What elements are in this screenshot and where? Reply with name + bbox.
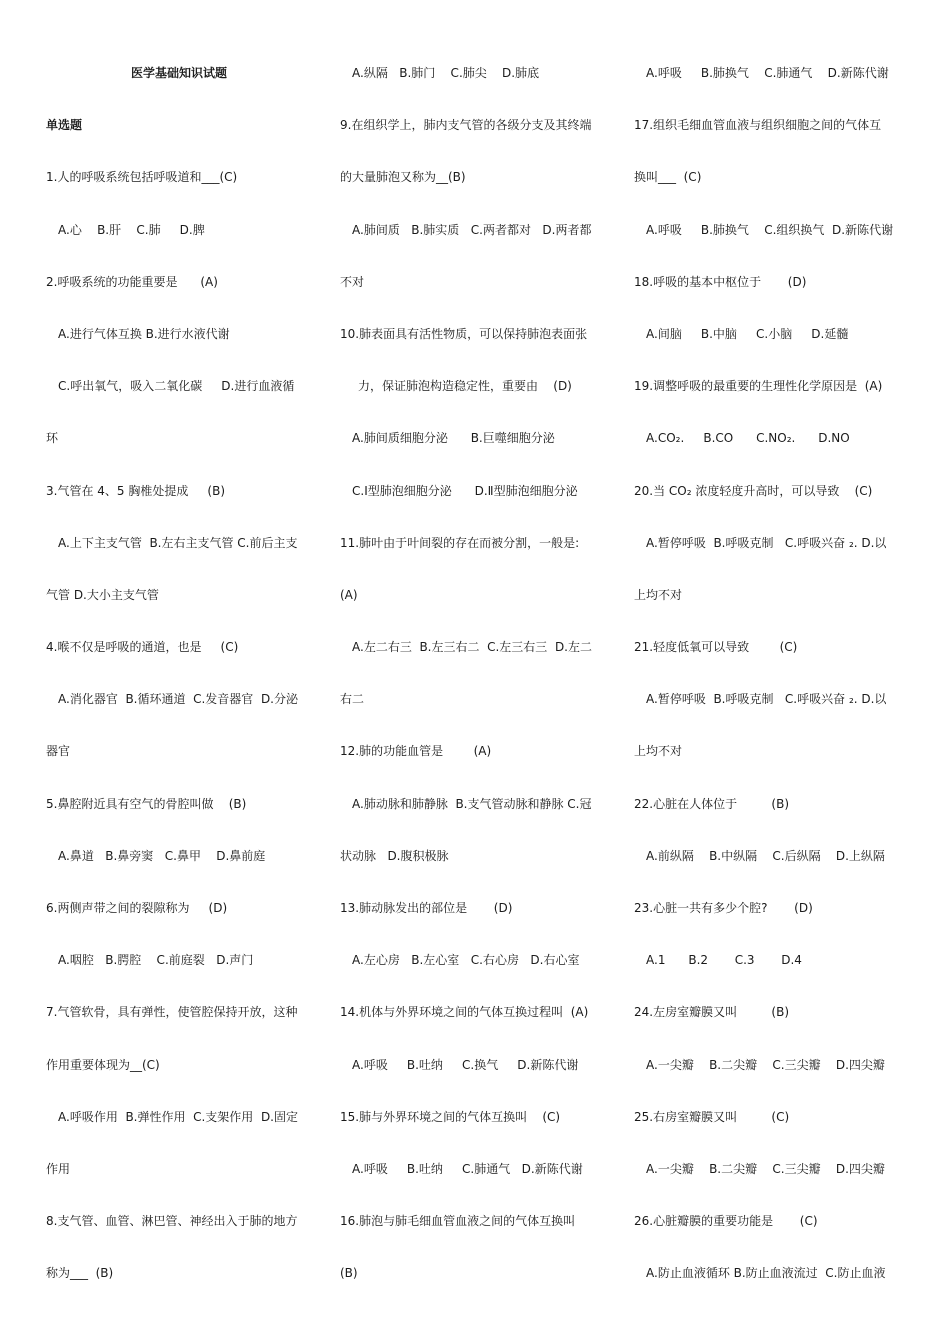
question-line: 5.鼻腔附近具有空气的骨腔叫做 (B) (46, 796, 247, 811)
question-line: 20.当 CO₂ 浓度轻度升高时，可以导致 (C) (634, 483, 873, 498)
question-line: 23.心脏一共有多少个腔? (D) (634, 901, 813, 915)
option-line: A.呼吸 B.吐纳 C.肺通气 D.新陈代谢 (352, 1161, 583, 1176)
document-title-text: 医学基础知识试题 (131, 66, 228, 80)
question-line: 的大量肺泡又称为__(B) (340, 170, 466, 185)
question-line: 3.气管在 4、5 胸椎处提成 (B) (46, 483, 226, 498)
option-line: A.CO₂. B.CO C.NO₂. D.NO (646, 431, 850, 446)
option-line: A.咽腔 B.腭腔 C.前庭裂 D.声门 (58, 953, 254, 968)
column-3 (634, 60, 909, 1313)
question-line: 21.轻度低氧可以导致 (C) (634, 640, 798, 655)
option-line: A.呼吸 B.肺换气 C.肺通气 D.新陈代谢 (646, 66, 889, 80)
question-line: 12.肺的功能血管是 (A) (340, 744, 492, 759)
option-line: A.暂停呼吸 B.呼吸克制 C.呼吸兴奋 ₂. D.以 (646, 535, 887, 550)
option-line: A.呼吸 B.吐纳 C.换气 D.新陈代谢 (352, 1057, 579, 1072)
option-line: A.左心房 B.左心室 C.右心房 D.右心室 (352, 953, 580, 968)
option-line: A.肺间质 B.肺实质 C.两者都对 D.两者都 (352, 222, 592, 237)
option-line: A.消化器官 B.循环通道 C.发音器官 D.分泌 (58, 692, 298, 707)
question-line: 24.左房室瓣膜又叫 (B) (634, 1005, 790, 1020)
option-line: A.左二右三 B.左三右二 C.左三右三 D.左二 (352, 640, 592, 655)
question-line: 16.肺泡与肺毛细血管血液之间的气体互换叫 (340, 1214, 576, 1229)
question-line: 上均不对 (634, 587, 683, 602)
option-line: A.肺间质细胞分泌 B.巨噬细胞分泌 (352, 431, 555, 446)
question-line: 10.肺表面具有活性物质，可以保持肺泡表面张 (340, 326, 588, 341)
question-line: (B) (340, 1266, 358, 1281)
option-line: A.一尖瓣 B.二尖瓣 C.三尖瓣 D.四尖瓣 (646, 1161, 885, 1176)
question-line: 2.呼吸系统的功能重要是 (A) (46, 274, 218, 289)
question-line: 气管 D.大小主支气管 (46, 587, 159, 602)
question-line: 上均不对 (634, 744, 683, 759)
option-line: A.鼻道 B.鼻旁窦 C.鼻甲 D.鼻前庭 (58, 848, 266, 863)
question-line: 8.支气管、血管、淋巴管、神经出入于肺的地方 (46, 1214, 298, 1229)
question-line: 器官 (46, 744, 71, 759)
question-line: 18.呼吸的基本中枢位于 (D) (634, 274, 807, 289)
option-line: A.暂停呼吸 B.呼吸克制 C.呼吸兴奋 ₂. D.以 (646, 692, 887, 707)
question-line: 25.右房室瓣膜又叫 (C) (634, 1109, 790, 1124)
column-2 (340, 60, 615, 1313)
question-line: 22.心脏在人体位于 (B) (634, 796, 790, 811)
question-line: 9.在组织学上，肺内支气管的各级分支及其终端 (340, 118, 592, 133)
option-line: A.上下主支气管 B.左右主支气管 C.前后主支 (58, 535, 298, 550)
question-line: 6.两侧声带之间的裂隙称为 (D) (46, 901, 228, 915)
question-line: 力，保证肺泡构造稳定性，重要由 (D) (358, 379, 572, 394)
option-line: A.1 B.2 C.3 D.4 (646, 953, 802, 968)
question-line: 作用重要体现为__(C) (46, 1057, 160, 1072)
option-line: A.纵隔 B.肺门 C.肺尖 D.肺底 (352, 66, 540, 80)
question-line: 状动脉 D.腹积极脉 (340, 848, 449, 863)
document-title (46, 60, 321, 112)
option-line: A.防止血液循环 B.防止血液流过 C.防止血液 (646, 1266, 886, 1281)
question-line: 4.喉不仅是呼吸的通道，也是 (C) (46, 640, 239, 655)
question-line: 换叫___ (C) (634, 170, 702, 185)
option-line: A.一尖瓣 B.二尖瓣 C.三尖瓣 D.四尖瓣 (646, 1057, 885, 1072)
question-line: (A) (340, 587, 358, 602)
question-line: 19.调整呼吸的最重要的生理性化学原因是 (A) (634, 379, 883, 394)
option-line: A.呼吸作用 B.弹性作用 C.支架作用 D.固定 (58, 1109, 298, 1124)
question-line: 11.肺叶由于叶间裂的存在而被分割，一般是: (340, 535, 580, 550)
option-line: A.进行气体互换 B.进行水液代谢 (58, 326, 230, 341)
option-line: C.呼出氧气，吸入二氧化碳 D.进行血液循 (58, 379, 295, 394)
question-line: 26.心脏瓣膜的重要功能是 (C) (634, 1214, 818, 1229)
question-line: 15.肺与外界环境之间的气体互换叫 (C) (340, 1109, 561, 1124)
question-line: 14.机体与外界环境之间的气体互换过程叫 (A) (340, 1005, 589, 1020)
option-line: A.前纵隔 B.中纵隔 C.后纵隔 D.上纵隔 (646, 848, 885, 863)
option-line: A.心 B.肝 C.肺 D.脾 (58, 222, 205, 237)
question-line: 13.肺动脉发出的部位是 (D) (340, 901, 513, 915)
question-line: 作用 (46, 1161, 71, 1176)
question-line: 1.人的呼吸系统包括呼吸道和___(C) (46, 170, 238, 185)
question-line: 7.气管软骨，具有弹性，使管腔保持开放，这种 (46, 1005, 298, 1020)
question-line: 右二 (340, 692, 365, 707)
question-line: 不对 (340, 274, 365, 289)
question-line: 称为___ (B) (46, 1266, 114, 1281)
option-line: A.呼吸 B.肺换气 C.组织换气 D.新陈代谢 (646, 222, 894, 237)
option-line: C.Ⅰ型肺泡细胞分泌 D.Ⅱ型肺泡细胞分泌 (352, 483, 578, 498)
question-line: 17.组织毛细血管血液与组织细胞之间的气体互 (634, 118, 882, 133)
question-line: 环 (46, 431, 59, 446)
option-line: A.肺动脉和肺静脉 B.支气管动脉和静脉 C.冠 (352, 796, 592, 811)
option-line: A.间脑 B.中脑 C.小脑 D.延髓 (646, 326, 849, 341)
section-heading: 单选题 (46, 118, 83, 133)
column-1 (46, 60, 321, 1313)
